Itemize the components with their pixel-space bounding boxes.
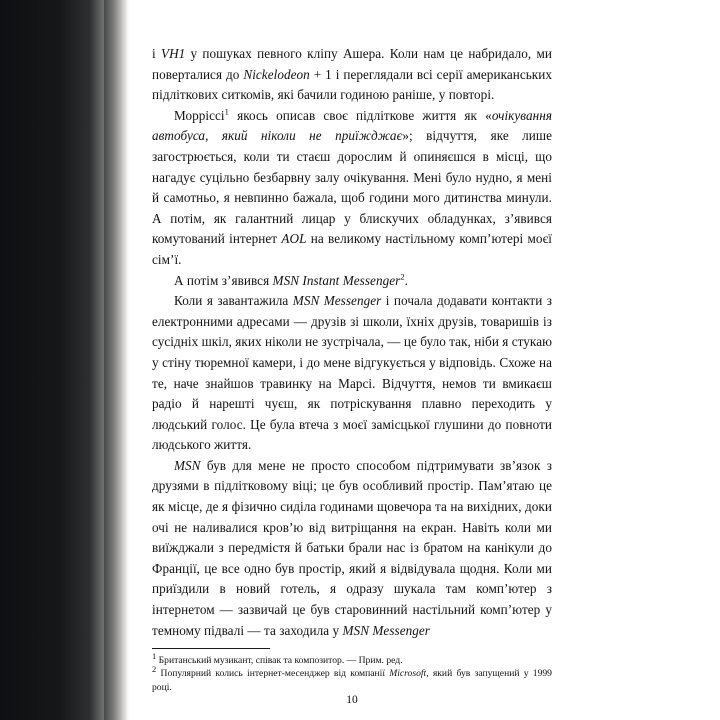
page-gutter-shadow	[0, 0, 128, 720]
gutter-inner-shadow	[104, 0, 130, 720]
paragraph: і VH1 у пошуках певного кліпу Ашера. Коли нам це набридало, ми поверталися до Nickelodeon + 1 і переглядали всі серії американських підліткових ситкомів, які бачили годиною раніше, у повторі.	[152, 46, 553, 103]
paragraph: Морріссі$^1$ якось описав своє підліткове життя як «очікування автобуса, який ніколи не приїжджає»; відчуття, яке лише загострюється, коли ти стаєш дорослим й опиняєшся в місці, що нагадує суцільно безбарвну залу очікування. Мені було нудно, я мені й самотньо, я невпинно бажала, щоб години мого дитинства минули. А потім, як галантний лицар у блискучих обладунках, з’явився комутований інтернет AOL на великому настільному комп’ютері моєї сім’ї.	[152, 106, 552, 267]
page-number: 10	[346, 694, 358, 706]
body-text-column	[152, 44, 552, 641]
paragraph: MSN був для мене не просто способом підтримувати зв’язок з друзями в підлітковому віці; це був особливий простір. Пам’ятаю це як місце, де я фізично сиділа годинами щовечора та на вихідних, доки очі не наливалися кров’ю від витріщання на екран. Навіть коли ми виїжджали з передмістя й батьки брали нас із братом на канікули до Франції, це все одно був простір, який я відвідувала щодня. Коли ми приїздили в новий готель, я одразу шукала там комп’ютер з інтернетом — зазвичай це був старовинний настільний комп’ютер у темному підвалі — та заходила у MSN Messenger	[152, 457, 552, 638]
footnote-item: $^1$ Британський музикант, співак та композитор. — Прим. ред.	[152, 650, 403, 666]
footnote-separator-rule	[152, 648, 270, 649]
footnote-item: $^2$ Популярний колись інтернет-месенджер від компанії Microsoft, який був запущений у 1999 році.	[152, 664, 552, 693]
paragraph: А потім з’явився MSN Instant Messenger$^2$.	[174, 271, 408, 288]
paragraph: Коли я завантажила MSN Messenger і почала додавати контакти з електронними адресами — друзів зі школи, їхніх друзів, товаришів із сусідніх шкіл, яких ніколи не зустрічала, — це було так, ніби я стукаю у стіну тюремної камери, і до мене відгукується у відповідь. Схоже на те, наче знайшов травинку на Марсі. Відчуття, немов ти вмикаєш радіо й нарешті чуєш, як потріскування плавно переходить у людський голос. Це була втеча з моєї замісцької глушини до повноти людського життя.	[152, 293, 553, 453]
page-right-edge	[714, 0, 720, 720]
footnote-block	[152, 648, 552, 694]
